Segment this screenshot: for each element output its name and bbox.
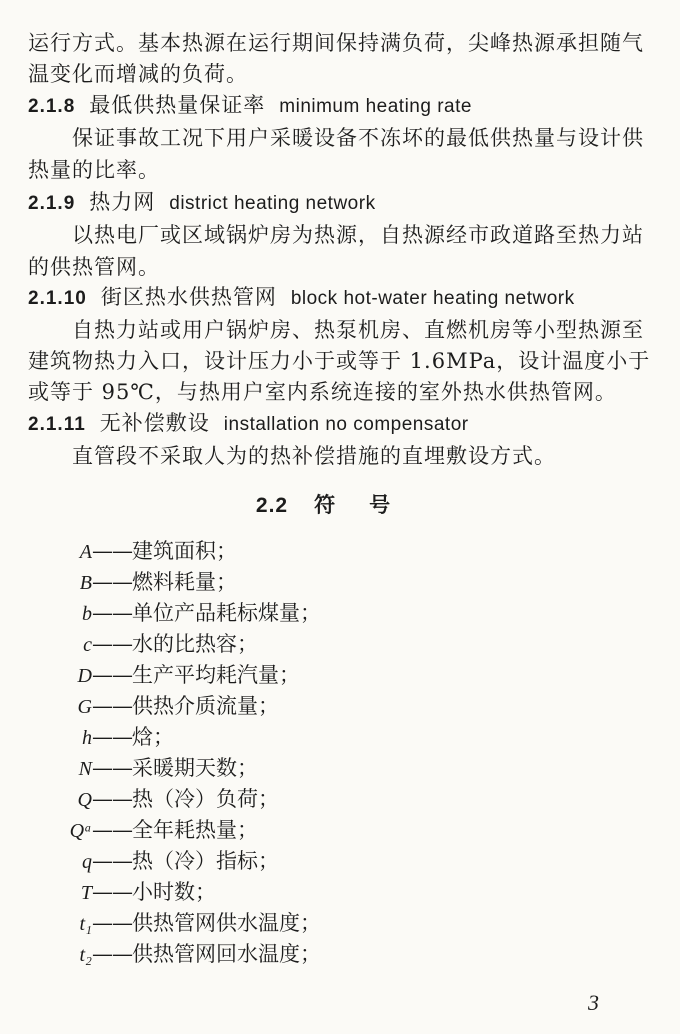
term-number: 2.1.9 (28, 193, 76, 214)
symbol-description: 全年耗热量； (132, 818, 258, 842)
symbol: G (77, 696, 92, 718)
term-chinese: 热力网 (89, 190, 156, 214)
term-number: 2.1.8 (28, 96, 76, 117)
symbol-description: 供热介质流量； (132, 694, 279, 718)
paragraph-line: 运行方式。基本热源在运行期间保持满负荷，尖峰热源承担随气 (28, 31, 644, 55)
symbol-dash: —— (92, 570, 132, 594)
symbol-entry (58, 722, 174, 753)
symbol: A (79, 541, 92, 563)
term-heading (28, 90, 472, 122)
symbol-dash: —— (92, 756, 132, 780)
term-english: minimum heating rate (279, 96, 472, 117)
symbol-entry (58, 691, 279, 722)
definition-line: 的供热管网。 (28, 255, 160, 279)
term-chinese: 街区热水供热管网 (100, 285, 277, 309)
section-heading (0, 490, 680, 521)
symbol-dash: —— (92, 601, 132, 625)
definition-line: 热量的比率。 (28, 158, 160, 182)
term-heading (28, 282, 575, 314)
symbol-dash: —— (92, 632, 132, 656)
term-chinese: 最低供热量保证率 (89, 93, 266, 117)
symbol-entry (58, 598, 321, 629)
section-title: 符号 (314, 492, 425, 517)
term-number: 2.1.11 (28, 414, 86, 435)
term-number: 2.1.10 (28, 288, 87, 309)
symbol-entry (58, 660, 300, 691)
term-english: block hot-water heating network (290, 288, 575, 309)
definition-line: 以热电厂或区域锅炉房为热源，自热源经市政道路至热力站 (72, 223, 644, 247)
symbol: D (77, 665, 92, 687)
symbol: q (82, 851, 92, 873)
symbol-entry (58, 908, 321, 939)
term-english: installation no compensator (223, 414, 469, 435)
symbol-dash: —— (92, 663, 132, 687)
symbol-dash: —— (92, 880, 132, 904)
definition-line: 直管段不采取人为的热补偿措施的直埋敷设方式。 (72, 444, 556, 468)
symbol-description: 生产平均耗汽量； (132, 663, 300, 687)
symbol: h (82, 727, 92, 749)
term-english: district heating network (169, 193, 376, 214)
definition-line: 自热力站或用户锅炉房、热泵机房、直燃机房等小型热源至 (72, 318, 644, 342)
symbol-description: 水的比热容； (132, 632, 258, 656)
page-number: 3 (588, 990, 599, 1015)
definition-line: 保证事故工况下用户采暖设备不冻坏的最低供热量与设计供 (72, 126, 644, 150)
symbol-dash: —— (92, 818, 132, 842)
symbol-description: 热（冷）负荷； (132, 787, 279, 811)
symbol-entry (58, 753, 258, 784)
symbol: Qᵃ (69, 820, 92, 842)
symbol-dash: —— (92, 911, 132, 935)
symbol-entry (58, 536, 237, 567)
symbol-dash: —— (92, 694, 132, 718)
section-number: 2.2 (255, 494, 289, 517)
paragraph-line: 温变化而增减的负荷。 (28, 62, 248, 86)
symbol: c (83, 634, 92, 656)
symbol-dash: —— (92, 539, 132, 563)
term-chinese: 无补偿敷设 (99, 411, 210, 435)
symbol-entry (58, 784, 279, 815)
symbol-description: 建筑面积； (132, 539, 237, 563)
symbol-description: 供热管网回水温度； (132, 942, 321, 966)
symbol-description: 燃料耗量； (132, 570, 237, 594)
symbol-description: 焓； (132, 725, 174, 749)
symbol-description: 供热管网供水温度； (132, 911, 321, 935)
term-heading (28, 187, 376, 219)
symbol-entry (58, 629, 258, 660)
term-heading (28, 408, 469, 440)
definition-line: 或等于 95℃，与热用户室内系统连接的室外热水供热管网。 (28, 380, 617, 404)
symbol: T (80, 882, 92, 904)
symbol-description: 单位产品耗标煤量； (132, 601, 321, 625)
definition-line: 建筑物热力入口，设计压力小于或等于 1.6MPa，设计温度小于 (28, 349, 651, 373)
symbol: N (78, 758, 92, 780)
symbol: t₂ (79, 944, 92, 966)
symbol-dash: —— (92, 849, 132, 873)
symbol-description: 小时数； (132, 880, 216, 904)
symbol: B (79, 572, 92, 594)
symbol-entry (58, 567, 237, 598)
symbol-entry (58, 877, 216, 908)
symbol-description: 采暖期天数； (132, 756, 258, 780)
symbol: Q (77, 789, 92, 811)
symbol-dash: —— (92, 725, 132, 749)
symbol: b (82, 603, 92, 625)
symbol-dash: —— (92, 787, 132, 811)
symbol-dash: —— (92, 942, 132, 966)
symbol-entry (58, 815, 258, 846)
symbol-description: 热（冷）指标； (132, 849, 279, 873)
symbol-entry (58, 846, 279, 877)
symbol: t₁ (79, 913, 92, 935)
symbol-entry (58, 939, 321, 970)
